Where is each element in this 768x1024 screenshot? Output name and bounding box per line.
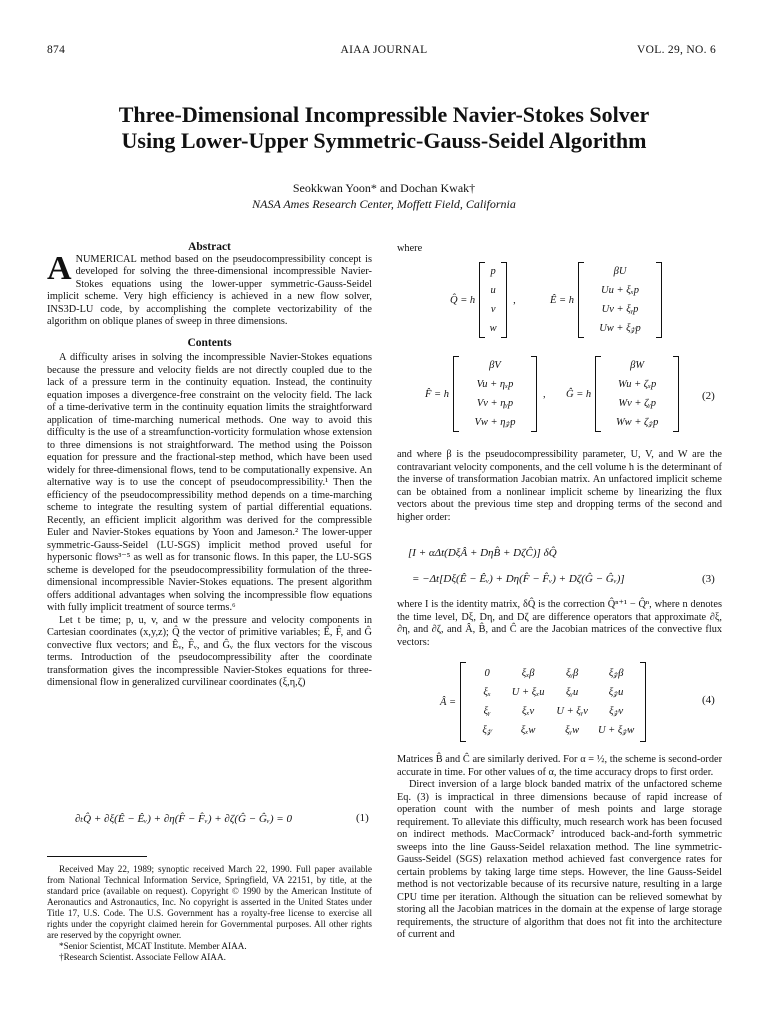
a-cell: ξᵧw <box>565 725 580 736</box>
equation-2-number: (2) <box>702 390 715 402</box>
equation-1-number: (1) <box>356 812 369 824</box>
abstract-text <box>47 249 372 329</box>
q-entry: u <box>490 285 496 296</box>
footnote-rule <box>47 856 147 857</box>
e-label: Ê = h <box>550 294 574 306</box>
e-entry: Uu + ξₓp <box>601 285 639 296</box>
f-vector-body <box>453 356 537 432</box>
paragraph-direct-inversion: Direct inversion of a large block banded matrix of the unfactored scheme Eq. (3) is impractical in three dimensions because of rapid increase of operation count with the number of mesh points and large storage requirement. To alleviate this difficulty, much research work has been focused on indirect methods. MacCormack⁷ introduced back-and-forth symmetric sweeps into the line Gauss-Seidel relaxation method. The line symmetric-Gauss-Seidel (SGS) relaxation method achieved fast convergence rates for certain problems by taking large time steps. However, the line Gauss-Seidel method is not vectorizable because of its recursive nature, resulting in a large CPU time per iteration. Although the situation can be relieved somewhat by storing all the Jacobian matrices in the domain at the expense of large storage requirements, the structure of algorithm that does not fit into the architecture of current and <box>397 779 722 940</box>
equation-4-number: (4) <box>702 694 715 706</box>
g-entry: Ww + ζ𝓏p <box>615 417 659 428</box>
a-cell: ξᵧ <box>483 706 491 717</box>
q-vector-body <box>479 262 507 338</box>
page-number: 874 <box>47 44 66 56</box>
a-cell: ξ𝓏 <box>482 725 492 736</box>
a-cell: ξ𝓏u <box>608 687 624 698</box>
authors: Seokkwan Yoon* and Dochan Kwak† <box>292 181 476 195</box>
f-entry: Vv + ηᵧp <box>476 398 514 409</box>
a-cell: ξᵧβ <box>566 668 579 679</box>
g-entry: Wu + ζₓp <box>618 379 657 390</box>
paragraph-after-eq4: Matrices B̂ and Ĉ are similarly derived. For α = ½, the scheme is second-order accurate in time. For other values of α, the time accuracy drops to first order. <box>397 754 722 778</box>
f-entry: βV <box>489 360 501 371</box>
f-vector: F̂ = h βV Vu + ηₓp Vv + ηᵧp Vw + η𝓏p , <box>425 356 552 432</box>
paragraph-after-eq2-text: and where β is the pseudocompressibility parameter, U, V, and W are the contravariant velocity components, and the cell volume h is the determinant of the inverse of transformation Jacobian matrix. An unfactored implicit scheme can be obtained from a nonlinear implicit scheme by linearizing the flux vectors about the previous time step and dropping terms of the second and higher order: <box>397 449 722 523</box>
paragraph-after-eq3-text: where I is the identity matrix, δQ̂ is the correction Q̂ⁿ⁺¹ − Q̂ⁿ, where n denotes the time level, Dξ, Dη, and Dζ are difference operators that approximate ∂ξ, ∂η, and ∂ζ, and Â, B̂, and Ĉ are the Jacobian matrices of the convective flux vectors: <box>397 599 722 648</box>
g-entry: βW <box>630 360 645 371</box>
contents-heading: Contents <box>187 336 232 349</box>
a-matrix <box>440 662 646 742</box>
q-entry: p <box>490 266 496 277</box>
e-entry: Uw + ξ𝓏p <box>599 323 641 334</box>
a-label: Â = <box>440 696 457 708</box>
g-entry: Wv + ζᵧp <box>618 398 656 409</box>
abstract-body: NUMERICAL method based on the pseudocompressibility concept is developed for solving the three-dimensional incompressible Navier-Stokes equations using the lower-upper symmetric-Gauss-Seidel implicit scheme. Very high efficiency is achieved in a new flow solver, INS3D-LU code, by accomplishing the complete vectorizability of the algorithm on oblique planes of sweep in three dimensions. <box>47 253 372 327</box>
a-cell: ξₓ <box>483 687 491 698</box>
a-cell: U + ξ𝓏w <box>597 725 635 736</box>
where-label: where <box>397 243 423 254</box>
footnote-received: Received May 22, 1989; synoptic received March 22, 1990. Full paper available from National Technical Information Service, Springfield, VA 22151, by title, at the standard price (available on request). Copyright © 1990 by the American Institute of Aeronautics and Astronautics, Inc. No copyright is asserted in the United States under Title 17, U.S. Code. The U.S. Government has a royalty-free license to exercise all rights under the copyright claimed herein for Governmental purposes. All other rights are reserved by the copyright owner. <box>47 864 372 940</box>
footnotes <box>47 864 372 963</box>
equation-3-number: (3) <box>702 573 715 585</box>
a-cell: 0 <box>484 668 490 679</box>
abstract-heading: Abstract <box>188 241 231 253</box>
f-entry: Vu + ηₓp <box>476 379 514 390</box>
a-cell: ξₓw <box>520 725 536 736</box>
f-entry: Vw + η𝓏p <box>474 417 516 428</box>
e-vector <box>550 262 662 338</box>
contents-paragraph-1: A difficulty arises in solving the incompressible Navier-Stokes equations because the pressure and velocity fields are not directly coupled due to the lack of a pressure term in the continuity equation. Instead, the continuity equation imposes a divergence-free constraint on the velocity field. The lack of a time-derivative term in the continuity equation limits the straightforward application of time-marching numerical methods. One way to avoid this difficulty is the use of a streamfunction-vorticity formulation whose extension to three dimensions is not straightforward. The method using the Poisson equation for pressure and the fractional-step method, which have been used widely for three-dimensional flows, tend to be computationally expensive. An alternative way is to use the concept of pseudocompressibility.¹ Then the efficiency of the pseudocompressibility method depends on a time-marching scheme to integrate the resulting system of partial differential equations. Recently, an efficient implicit algorithm was derived for the compressible Euler and Navier-Stokes equations by Yoon and Jameson.² The lower-upper symmetric-Gauss-Seidel (LU-SGS) implicit method proved useful for hypersonic flows³⁻⁵ as well as for transonic flows. In this paper, the LU-SGS scheme is developed for the pseudocompressibility formulation of the three-dimensional incompressible Navier-Stokes equations. The present algorithm offers additional advantages when solving the incompressible flow equations with fully implicit treatment of source terms.⁶ <box>47 352 372 613</box>
right-lower-text <box>397 754 722 942</box>
a-cell: ξₓβ <box>521 668 535 679</box>
paper-title <box>0 102 768 154</box>
a-cell: U + ξᵧv <box>556 706 588 717</box>
e-vector-body <box>578 262 662 338</box>
g-label: Ĝ = h <box>566 388 592 400</box>
a-cell: ξ𝓏β <box>608 668 624 679</box>
e-entry: Uv + ξᵧp <box>601 304 639 315</box>
title-line-2: Using Lower-Upper Symmetric-Gauss-Seidel Algorithm <box>121 128 647 153</box>
paragraph-after-eq3 <box>397 599 722 649</box>
a-cell: ξ𝓏v <box>609 706 624 717</box>
q-entry: w <box>489 323 497 334</box>
abstract-dropcap: A <box>47 249 72 287</box>
contents-paragraph-2: Let t be time; p, u, v, and w the pressure and velocity components in Cartesian coordinates (x,y,z); Q̂ the vector of primitive variables; Ê, F̂, and Ĝ convective flux vectors; and Êᵥ, F̂ᵥ, and Ĝᵥ the flux vectors for the viscous terms. Introduction of the pseudocompressibility after the coordinate transformation gives the incompressible Navier-Stokes equations for three-dimensional flow in generalized curvilinear coordinates (ξ,η,ζ) <box>47 614 372 688</box>
a-cell: ξₓv <box>522 706 535 717</box>
a-cell: ξᵧu <box>566 687 579 698</box>
volume-info: VOL. 29, NO. 6 <box>637 44 716 56</box>
a-matrix-body <box>460 662 646 742</box>
journal-name: AIAA JOURNAL <box>340 44 428 56</box>
equation-3-line-2: = −Δt[Dξ(Ê − Êᵥ) + Dη(F̂ − F̂ᵥ) + Dζ(Ĝ − Ĝᵥ)] <box>412 573 625 585</box>
equation-1: ∂ₜQ̂ + ∂ξ(Ê − Êᵥ) + ∂η(F̂ − F̂ᵥ) + ∂ζ(Ĝ − Ĝᵥ) = 0 <box>75 813 292 825</box>
equation-3-line-1: [I + αΔt(DξÂ + DηB̂ + DζĈ)] δQ̂ <box>408 547 557 559</box>
a-cell: U + ξₓu <box>511 687 545 698</box>
footnote-author-1: *Senior Scientist, MCAT Institute. Member AIAA. <box>59 941 247 951</box>
footnote-author-2: †Research Scientist. Associate Fellow AIAA. <box>59 952 226 962</box>
g-vector <box>566 356 679 432</box>
f-label: F̂ = h <box>425 388 449 400</box>
paragraph-after-eq2 <box>397 449 722 524</box>
q-vector: Q̂ = h p u v w , <box>450 262 522 338</box>
title-line-1: Three-Dimensional Incompressible Navier-Stokes Solver <box>118 102 650 127</box>
q-label: Q̂ = h <box>450 294 476 306</box>
q-entry: v <box>490 304 496 315</box>
left-column <box>47 241 372 690</box>
g-vector-body <box>595 356 679 432</box>
e-entry: βU <box>613 266 627 277</box>
affiliation: NASA Ames Research Center, Moffett Field, California <box>252 197 516 211</box>
